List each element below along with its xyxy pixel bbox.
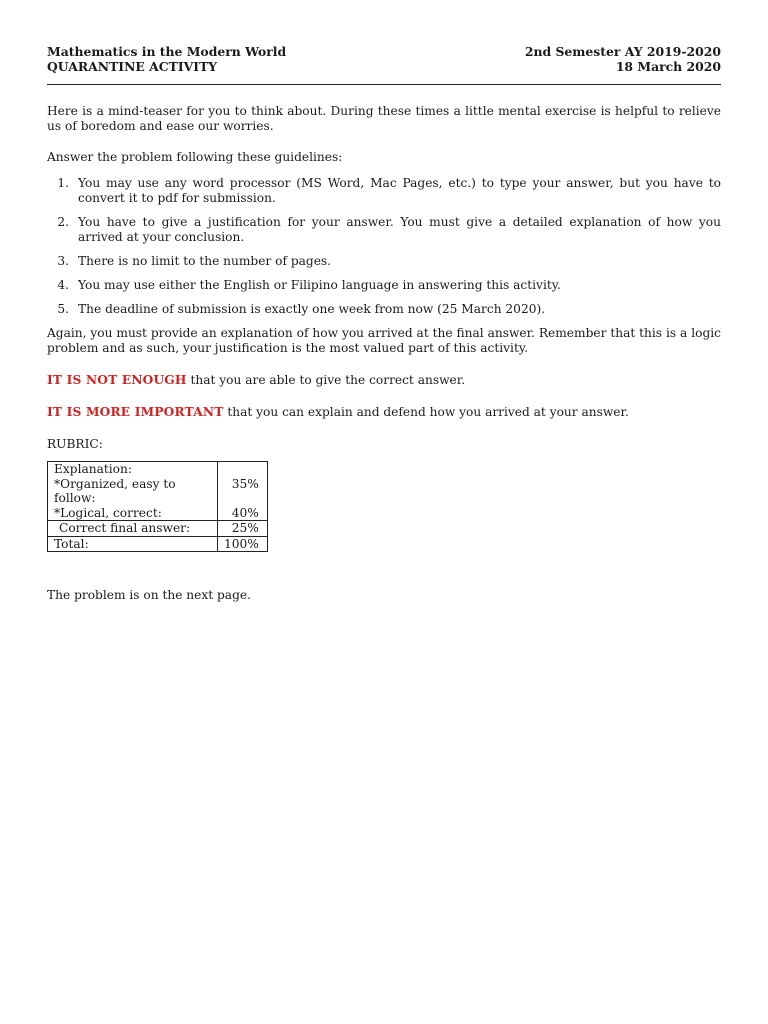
list-item xyxy=(47,176,721,206)
header-rule xyxy=(47,84,721,85)
table-row xyxy=(48,536,268,552)
list-item xyxy=(47,254,721,269)
rubric-explanation-heading: Explanation: xyxy=(48,462,218,477)
emphasis-line-not-enough xyxy=(47,373,721,388)
document-header xyxy=(47,44,721,74)
intro-paragraph: Here is a mind-teaser for you to think about. During these times a little mental exercise is helpful to relieve us of boredom and ease our worries. xyxy=(47,104,721,133)
table-row xyxy=(48,506,268,521)
rubric-table xyxy=(47,461,268,552)
emphasis-highlight: IT IS MORE IMPORTANT xyxy=(47,405,224,419)
semester-label: 2nd Semester AY 2019-2020 xyxy=(524,44,721,59)
rubric-criterion: *Organized, easy to follow: xyxy=(48,477,218,506)
rubric-label: RUBRIC: xyxy=(47,437,103,451)
header-left xyxy=(47,44,286,74)
rubric-weight: 100% xyxy=(218,536,268,552)
table-row xyxy=(48,521,268,537)
rubric-criterion: *Logical, correct: xyxy=(48,506,218,521)
guidelines-lead: Answer the problem following these guidelines: xyxy=(47,150,343,164)
list-item-number: 4. xyxy=(57,278,69,292)
emphasis-line-more-important xyxy=(47,405,721,420)
next-page-note: The problem is on the next page. xyxy=(47,588,251,602)
emphasis-rest: that you are able to give the correct answer. xyxy=(186,373,466,387)
rubric-criterion: Total: xyxy=(48,536,218,552)
activity-title: QUARANTINE ACTIVITY xyxy=(47,59,218,74)
list-item xyxy=(47,215,721,245)
list-item xyxy=(47,302,721,317)
rubric-weight: 25% xyxy=(218,521,268,537)
rubric-weight: 35% xyxy=(218,477,268,506)
table-row xyxy=(48,462,268,477)
list-item-text: You may use any word processor (MS Word, Mac Pages, etc.) to type your answer, but you have to convert it to pdf for submission. xyxy=(78,176,721,205)
header-right xyxy=(525,44,721,74)
table-row xyxy=(48,477,268,506)
emphasis-highlight: IT IS NOT ENOUGH xyxy=(47,373,187,387)
list-item-number: 5. xyxy=(57,302,69,316)
again-paragraph: Again, you must provide an explanation of how you arrived at the final answer. Remember that this is a logic problem and as such, your justification is the most valued part of this activity. xyxy=(47,326,721,355)
list-item-number: 1. xyxy=(57,176,69,190)
list-item-text: You have to give a justification for your answer. You must give a detailed explanation of how you arrived at your conclusion. xyxy=(78,215,721,244)
guidelines-list xyxy=(47,176,721,317)
list-item xyxy=(47,278,721,293)
course-title: Mathematics in the Modern World xyxy=(47,44,287,59)
list-item-number: 3. xyxy=(57,254,69,268)
list-item-text: The deadline of submission is exactly one week from now (25 March 2020). xyxy=(78,302,546,316)
list-item-number: 2. xyxy=(57,215,69,229)
rubric-criterion: Correct final answer: xyxy=(48,521,218,537)
list-item-text: You may use either the English or Filipino language in answering this activity. xyxy=(78,278,561,292)
emphasis-rest: that you can explain and defend how you arrived at your answer. xyxy=(223,405,629,419)
rubric-weight: 40% xyxy=(218,506,268,521)
date-label: 18 March 2020 xyxy=(615,59,721,74)
document-page xyxy=(47,44,721,603)
list-item-text: There is no limit to the number of pages. xyxy=(78,254,332,268)
rubric-weight-cell xyxy=(218,462,268,477)
